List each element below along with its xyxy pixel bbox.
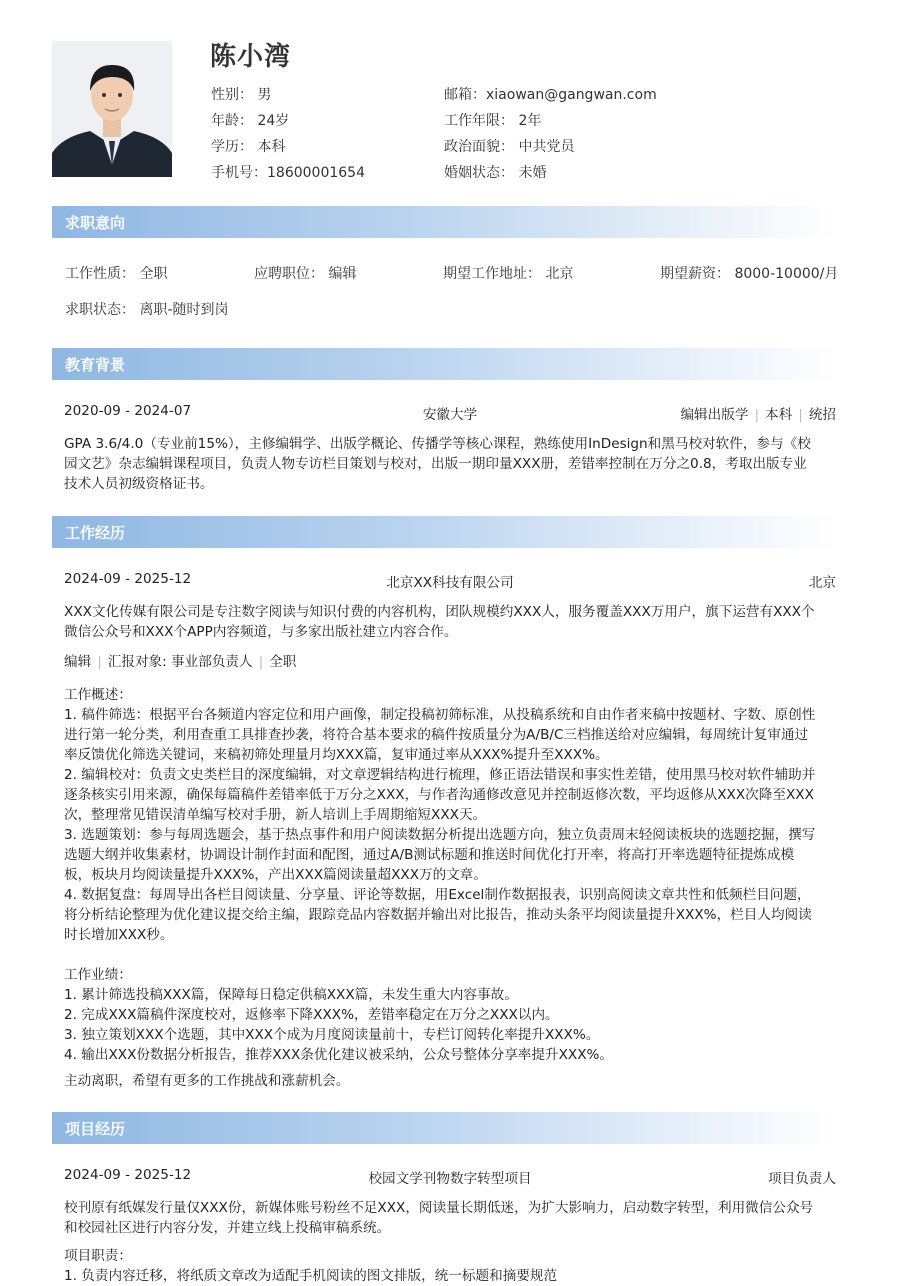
age-row [211, 110, 289, 130]
job-status-label: 求职状态： [65, 302, 135, 318]
avatar-photo [52, 41, 172, 177]
text-line: 选题大纲并收集素材，协调设计制作封面和配图，通过A/B测试标题和推送时间优化打开率，将高打开率选题特征提炼成模 [64, 847, 795, 863]
text-line: 将分析结论整理为优化建议提交给主编，跟踪竞品内容数据并输出对比报告，推动头条平均阅读量提升XXX%，栏目人均阅读 [64, 907, 812, 923]
divider: | [754, 407, 760, 423]
position-value: 编辑 [328, 266, 357, 282]
job-type-row [65, 263, 167, 283]
salary-value: 8000-10000/月 [734, 266, 839, 282]
gender-row [211, 84, 271, 104]
job-type-value: 全职 [139, 266, 168, 282]
blank-line [64, 945, 838, 965]
education-degree: 本科 [765, 407, 793, 423]
text-line: 2. 完成XXX篇稿件深度校对，返修率下降XXX%，差错率稳定在万分之XXX以内。 [64, 1007, 559, 1023]
work-city: 北京 [808, 575, 836, 591]
text-line: 技术人员初级资格证书。 [64, 476, 214, 492]
text-line: 4. 输出XXX份数据分析报告，推荐XXX条优化建议被采纳，公众号整体分享率提升XXX%。 [64, 1047, 614, 1063]
section-header-education [52, 348, 836, 380]
project-entry-header [64, 1167, 836, 1187]
phone-value: 18600001654 [267, 165, 365, 181]
work-company: 北京XX科技有限公司 [386, 575, 514, 591]
text-line: 微信公众号和XXX个APP内容频道，与多家出版社建立内容合作。 [64, 624, 458, 640]
project-name: 校园文学刊物数字转型项目 [368, 1171, 532, 1187]
text-line: 3. 选题策划：参与每周选题会，基于热点事件和用户阅读数据分析提出选题方向，独立负责周末轻阅读板块的选题挖掘，撰写 [64, 827, 816, 843]
text-line: 园文艺》杂志编辑课程项目，负责人物专访栏目策划与校对，出版一期印量XXX册，差错率控制在万分之0.8，考取出版专业 [64, 456, 807, 472]
education-date: 2020-09 - 2024-07 [64, 403, 192, 419]
education-entry-header [64, 403, 836, 423]
education-description [64, 434, 838, 494]
email-value: xiaowan@gangwan.com [486, 87, 657, 103]
political-label: 政治面貌： [444, 139, 514, 155]
text-line: 和校园社区进行内容分发，并建立线上投稿审稿系统。 [64, 1220, 391, 1236]
text-line: XXX文化传媒有限公司是专注数字阅读与知识付费的内容机构，团队规模约XXX人，服务覆盖XXX万用户，旗下运营有XXX个 [64, 604, 815, 620]
gender-value: 男 [257, 87, 272, 103]
project-duty-label: 项目职责： [64, 1248, 132, 1264]
work-jobtype: 全职 [269, 654, 297, 670]
text-line: 时长增加XXX秒。 [64, 927, 174, 943]
text-line: 率反馈优化筛选关键词，来稿初筛处理量月均XXX篇，复审通过率从XXX%提升至XXX%。 [64, 747, 609, 763]
leave-reason: 主动离职，希望有更多的工作挑战和涨薪机会。 [64, 1073, 350, 1089]
section-header-work [52, 516, 836, 548]
text-line: 3. 独立策划XXX个选题，其中XXX个成为月度阅读量前十，专栏订阅转化率提升XXX%。 [64, 1027, 600, 1043]
education-meta [680, 403, 836, 423]
work-report: 汇报对象: 事业部负责人 [107, 654, 253, 670]
section-title-project: 项目经历 [65, 1120, 126, 1138]
location-value: 北京 [545, 266, 574, 282]
age-value: 24岁 [257, 113, 290, 129]
education-label: 学历： [211, 139, 253, 155]
section-header-project [52, 1112, 836, 1144]
location-row [443, 263, 573, 283]
work-date: 2024-09 - 2025-12 [64, 571, 192, 587]
education-mode: 统招 [808, 407, 836, 423]
email-label: 邮箱： [444, 87, 486, 103]
phone-row [211, 162, 365, 182]
section-title-education: 教育背景 [65, 356, 126, 374]
marital-label: 婚姻状态： [444, 165, 514, 181]
text-line: 校刊原有纸媒发行量仅XXX份，新媒体账号粉丝不足XXX，阅读量长期低迷，为扩大影响力，启动数字转型，利用微信公众号 [64, 1200, 814, 1216]
gender-label: 性别： [211, 87, 253, 103]
education-major: 编辑出版学 [680, 407, 749, 423]
text-line: 板，板块月均阅读量提升XXX%，产出XXX篇阅读量超XXX万的文章。 [64, 867, 487, 883]
job-type-label: 工作性质： [65, 266, 135, 282]
project-description [64, 1198, 838, 1238]
divider: | [97, 654, 102, 670]
work-details [64, 685, 838, 1065]
work-tags [64, 650, 296, 670]
project-duty-first: 1. 负责内容迁移，将纸质文章改为适配手机阅读的图文排版，统一标题和摘要规范 [64, 1268, 558, 1284]
text-line: 工作概述： [64, 687, 132, 703]
phone-label: 手机号： [211, 165, 267, 181]
work-years-value: 2年 [518, 113, 542, 129]
education-school: 安徽大学 [422, 407, 478, 423]
marital-row [444, 162, 546, 182]
marital-value: 未婚 [518, 165, 547, 181]
section-title-intent: 求职意向 [65, 214, 126, 232]
divider: | [258, 654, 264, 670]
location-label: 期望工作地址： [443, 266, 541, 282]
position-label: 应聘职位： [254, 266, 324, 282]
person-avatar-icon [52, 41, 172, 177]
divider: | [798, 407, 803, 423]
text-line: 2. 编辑校对：负责文史类栏目的深度编辑，对文章逻辑结构进行梳理，修正语法错误和事实性差错，使用黑马校对软件辅助并 [64, 767, 816, 783]
project-date: 2024-09 - 2025-12 [64, 1167, 192, 1183]
candidate-name: 陈小湾 [210, 42, 292, 72]
work-role: 编辑 [64, 654, 92, 670]
position-row [254, 263, 356, 283]
political-row [444, 136, 574, 156]
text-line: 4. 数据复盘：每周导出各栏目阅读量、分享量、评论等数据，用Excel制作数据报表，识别高阅读文章共性和低频栏目问题， [64, 887, 811, 903]
text-line: 次，整理常见错误清单编写校对手册，新人培训上手周期缩短XXX天。 [64, 807, 487, 823]
project-role: 项目负责人 [768, 1171, 836, 1187]
text-line: GPA 3.6/4.0（专业前15%），主修编辑学、出版学概论、传播学等核心课程，熟练使用InDesign和黑马校对软件，参与《校 [64, 436, 811, 452]
section-title-work: 工作经历 [65, 524, 126, 542]
text-line: 逐条核实引用来源，确保每篇稿件差错率低于万分之XXX，与作者沟通修改意见并控制返修次数，平均返修从XXX次降至XXX [64, 787, 814, 803]
text-line: 1. 累计筛选投稿XXX篇，保障每日稳定供稿XXX篇，未发生重大内容事故。 [64, 987, 518, 1003]
text-line: 工作业绩： [64, 967, 132, 983]
text-line: 1. 稿件筛选：根据平台各频道内容定位和用户画像，制定投稿初筛标准，从投稿系统和自由作者来稿中按题材、字数、原创性 [64, 707, 816, 723]
job-status-value: 离职-随时到岗 [139, 302, 229, 318]
work-years-label: 工作年限： [444, 113, 514, 129]
work-years-row [444, 110, 541, 130]
salary-row [660, 263, 838, 283]
section-header-intent [52, 206, 836, 238]
company-intro [64, 602, 838, 642]
work-entry-header [64, 571, 836, 591]
text-line: 进行第一轮分类，利用查重工具排查抄袭，将符合基本要求的稿件按质量分为A/B/C三档推送给对应编辑，每周统计复审通过 [64, 727, 809, 743]
education-row [211, 136, 285, 156]
job-status-row [65, 299, 229, 319]
education-value: 本科 [257, 139, 286, 155]
email-row [444, 84, 657, 104]
salary-label: 期望薪资： [660, 266, 730, 282]
political-value: 中共党员 [518, 139, 575, 155]
age-label: 年龄： [211, 113, 253, 129]
